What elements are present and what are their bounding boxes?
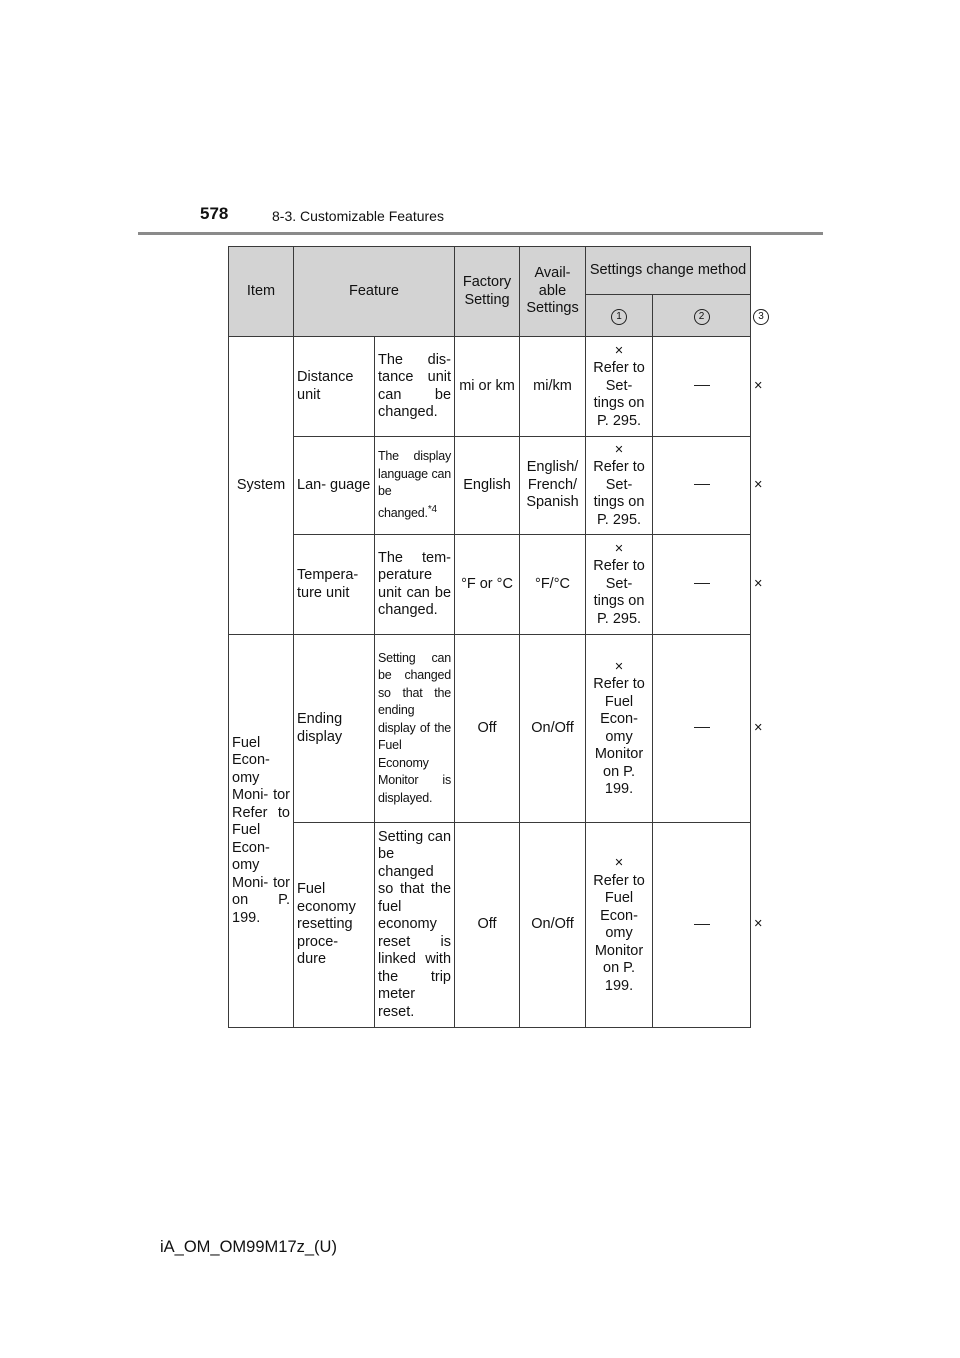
feature-description: The dis- tance unit can be changed. [375,337,455,437]
method-2-cell [653,535,751,635]
dash-mark [694,484,710,485]
table-row: Fuel economy resetting proce- dure Setting can be changed so that the fuel economy reset is linked with the trip meter reset. Off On/Off × Refer to Fuel Econ- omy Monitor on P. 199. × [229,823,751,1028]
header-method-1 [586,295,653,337]
times-mark: × [614,658,624,675]
method-1-cell [586,437,653,535]
table-row: Tempera- ture unit The tem- perature unit can be changed. °F or °C °F/°C × Refer to Set- tings on P. 295. × [229,535,751,635]
feature-description: The tem- perature unit can be changed. [375,535,455,635]
feature-description: Setting can be changed so that the fuel economy reset is linked with the trip meter reset. [375,823,455,1028]
feature-name: Tempera- ture unit [294,535,375,635]
factory-setting: Off [455,823,520,1028]
available-settings: On/Off [520,635,586,823]
feature-description: Setting can be changed so that the ending display of the Fuel Economy Monitor is displayed. [375,635,455,823]
table-row: Fuel Econ- omy Moni- tor Refer to Fuel Econ- omy Moni- tor on P. 199. Ending display Setting can be changed so that the ending display of the Fuel Economy Monitor is displayed. Off On/Off × Refer to Fuel Econ- omy Monitor on P. 199. × [229,635,751,823]
circled-number-3: 3 [753,309,769,325]
header-feature: Feature [294,247,455,337]
feature-name: Ending display [294,635,375,823]
method-2-cell [653,337,751,437]
factory-setting: °F or °C [455,535,520,635]
feature-name: Distance unit [294,337,375,437]
footnote-marker: *4 [427,503,437,515]
section-title: 8-3. Customizable Features [272,208,444,224]
feature-name: Fuel economy resetting proce- dure [294,823,375,1028]
page-number: 578 [200,204,229,223]
table-row: Lan- guage The display language can be changed.$^{*4}$ English English/ French/ Spanish × Refer to Set- tings on P. 295. × [229,437,751,535]
feature-name: Lan- guage [294,437,375,535]
header-factory-setting: Factory Setting [455,247,520,337]
factory-setting: Off [455,635,520,823]
customizable-features-table [228,246,764,1028]
available-settings: °F/°C [520,535,586,635]
header-rule [138,232,823,235]
method-1-cell [586,635,653,823]
times-mark: × [614,441,624,458]
method-1-reference: Refer to Set- tings on P. 295. [593,558,645,627]
document-code: iA_OM_OM99M17z_(U) [160,1238,337,1256]
header-settings-change-method: Settings change method [586,247,751,295]
header-method-2 [653,295,751,337]
feature-description [375,437,455,535]
factory-setting: mi or km [455,337,520,437]
method-2-cell [653,437,751,535]
available-settings: English/ French/ Spanish [520,437,586,535]
circled-number-2: 2 [694,309,710,325]
method-1-cell [586,535,653,635]
dash-mark [694,727,710,728]
times-mark: × [614,540,624,557]
method-1-reference: Refer to Fuel Econ- omy Monitor on P. 199. [593,676,645,797]
method-1-reference: Refer to Set- tings on P. 295. [593,459,645,528]
method-1-cell [586,337,653,437]
factory-setting: English [455,437,520,535]
method-1-cell [586,823,653,1028]
times-mark: × [614,855,624,871]
table-row: System Distance unit The dis- tance unit can be changed. mi or km mi/km × Refer to Set- tings on P. 295. × [229,337,751,437]
header-item: Item [229,247,294,337]
available-settings: mi/km [520,337,586,437]
method-1-reference: Refer to Fuel Econ- omy Monitor on P. 199. [593,872,645,994]
times-mark: × [614,342,624,359]
dash-mark [694,583,710,584]
item-cell-fuel-economy-monitor: Fuel Econ- omy Moni- tor Refer to Fuel Econ- omy Moni- tor on P. 199. [229,635,294,1028]
header-available-settings: Avail- able Settings [520,247,586,337]
item-cell-system: System [229,337,294,635]
dash-mark [694,385,710,386]
available-settings: On/Off [520,823,586,1028]
method-2-cell [653,635,751,823]
circled-number-1: 1 [611,309,627,325]
method-2-cell [653,823,751,1028]
dash-mark [694,924,710,925]
method-1-reference: Refer to Set- tings on P. 295. [593,360,645,429]
feature-description-text: The display language can be changed. [378,449,452,521]
